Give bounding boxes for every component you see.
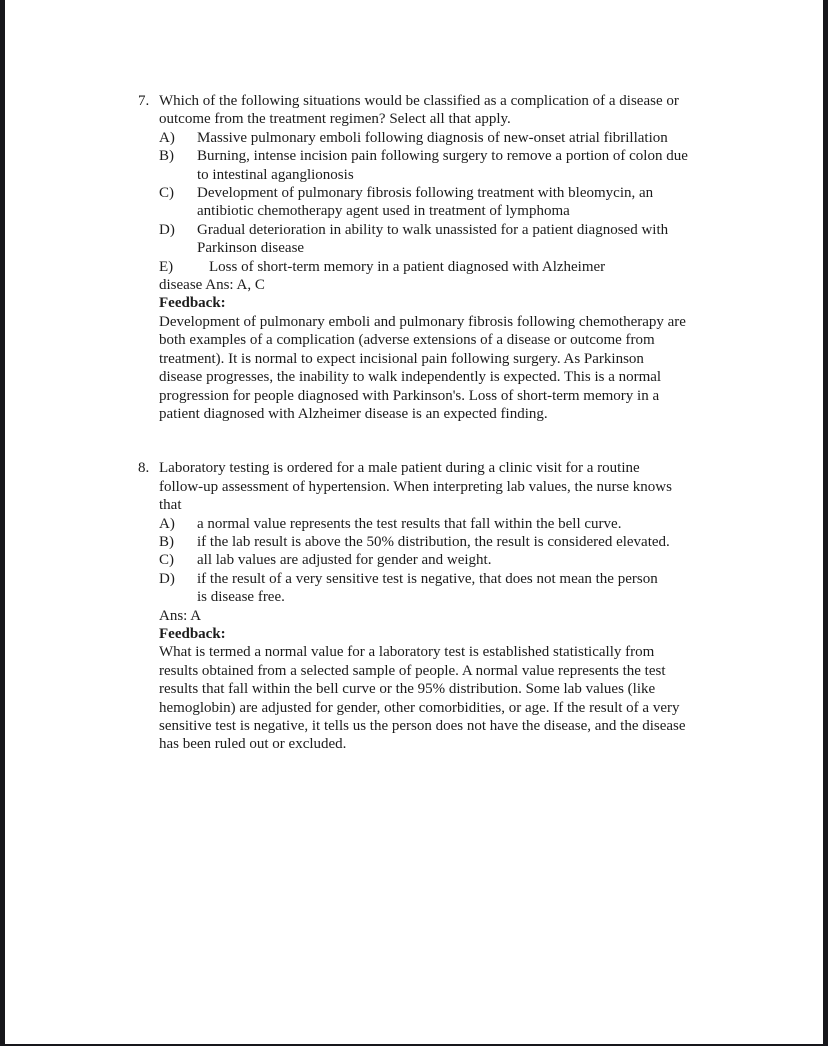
option-text: all lab values are adjusted for gender and weight.: [197, 552, 492, 569]
feedback-line: results that fall within the bell curve or the 95% distribution. Some lab values (like: [159, 681, 656, 698]
option-letter: C): [159, 552, 174, 569]
feedback-line: Development of pulmonary emboli and pulmonary fibrosis following chemotherapy are: [159, 313, 686, 330]
option-letter: D): [159, 570, 175, 587]
feedback-line: patient diagnosed with Alzheimer disease is an expected finding.: [159, 405, 548, 422]
option-text: Massive pulmonary emboli following diagnosis of new-onset atrial fibrillation: [197, 129, 668, 146]
option-row: [159, 166, 727, 184]
question-8: [138, 459, 727, 754]
option-row: [159, 588, 727, 606]
option-text: antibiotic chemotherapy agent used in treatment of lymphoma: [197, 203, 570, 220]
feedback-label: Feedback:: [159, 295, 226, 312]
option-row: [159, 570, 727, 588]
page-content: [138, 92, 727, 754]
option-text: if the result of a very sensitive test is negative, that does not mean the person: [197, 570, 658, 587]
option-letter: D): [159, 221, 175, 238]
answer-line: disease Ans: A, C: [159, 277, 265, 294]
option-text: Gradual deterioration in ability to walk unassisted for a patient diagnosed with: [197, 221, 669, 238]
option-text: to intestinal aganglionosis: [197, 166, 354, 183]
option-letter: [159, 239, 197, 257]
option-text: Parkinson disease: [197, 240, 305, 257]
option-letter: C): [159, 185, 174, 202]
feedback-label: Feedback:: [159, 625, 226, 642]
option-text: is disease free.: [197, 589, 285, 606]
option-letter: B): [159, 533, 174, 550]
feedback-line: hemoglobin) are adjusted for gender, other comorbidities, or age. If the result of a very: [159, 699, 680, 716]
option-row: [159, 147, 727, 165]
option-row: [159, 221, 727, 239]
option-letter: [159, 202, 197, 220]
option-letter: E): [159, 258, 174, 275]
option-letter: [159, 588, 197, 606]
option-row: [159, 515, 727, 533]
question-stem-line: outcome from the treatment regimen? Select all that apply.: [159, 111, 511, 128]
option-row: [159, 533, 727, 551]
question-stem-line: that: [159, 497, 182, 514]
option-text: Loss of short-term memory in a patient diagnosed with Alzheimer: [209, 258, 606, 275]
feedback-line: disease progresses, the inability to walk independently is expected. This is a normal: [159, 369, 662, 386]
feedback-line: sensitive test is negative, it tells us the person does not have the disease, and the disease: [159, 718, 686, 734]
option-letter: [159, 166, 197, 184]
option-row: [159, 258, 727, 276]
question-stem-line: Laboratory testing is ordered for a male patient during a clinic visit for a routine: [159, 460, 640, 477]
feedback-line: What is termed a normal value for a laboratory test is established statistically from: [159, 644, 655, 661]
option-row: [159, 202, 727, 220]
feedback-line: both examples of a complication (adverse extensions of a disease or outcome from: [159, 332, 655, 349]
feedback-line: treatment). It is normal to expect incisional pain following surgery. As Parkinson: [159, 350, 644, 367]
question-stem-line: Which of the following situations would be classified as a complication of a disease or: [159, 93, 679, 109]
option-letter: B): [159, 148, 174, 165]
option-row: [159, 551, 727, 569]
option-text: if the lab result is above the 50% distribution, the result is considered elevated.: [197, 533, 670, 550]
option-text: Burning, intense incision pain following surgery to remove a portion of colon due: [197, 148, 688, 165]
option-text: Development of pulmonary fibrosis following treatment with bleomycin, an: [197, 185, 654, 202]
option-text: a normal value represents the test results that fall within the bell curve.: [197, 515, 622, 532]
option-row: [159, 239, 727, 257]
answer-line: Ans: A: [159, 607, 202, 624]
option-letter: A): [159, 129, 175, 146]
question-stem-line: follow-up assessment of hypertension. When interpreting lab values, the nurse knows: [159, 478, 672, 495]
question-7: [138, 92, 727, 423]
question-number: 8.: [138, 460, 150, 477]
option-row: [159, 129, 727, 147]
feedback-line: progression for people diagnosed with Parkinson's. Loss of short-term memory in a: [159, 387, 660, 404]
document-page: [5, 0, 823, 1044]
option-letter: A): [159, 515, 175, 532]
feedback-line: results obtained from a selected sample of people. A normal value represents the test: [159, 662, 666, 679]
question-number: 7.: [138, 93, 150, 109]
option-row: [159, 184, 727, 202]
feedback-line: has been ruled out or excluded.: [159, 736, 347, 753]
